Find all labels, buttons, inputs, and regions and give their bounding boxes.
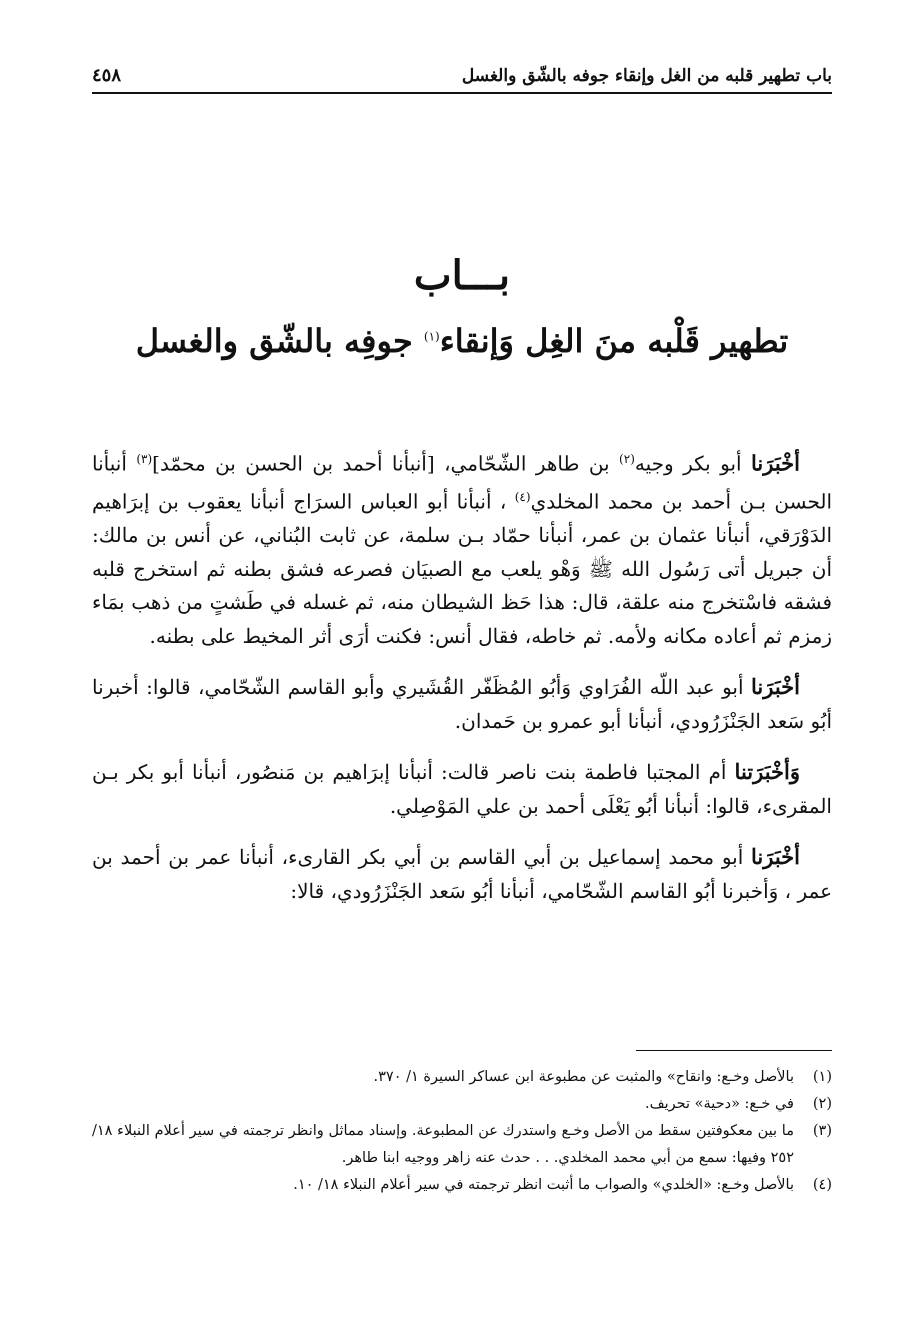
paragraph-lead: وَأخْبَرَتنا (734, 759, 801, 785)
paragraph-text: أنبأنا الحسن بـن أحمد بن محمد المخلدي (92, 451, 833, 514)
paragraph-lead: أخْبَرَنا (751, 674, 800, 700)
footnote-ref: (٤) (514, 490, 531, 505)
paragraph-text: ، أنبأنا أبو العباس السرَاج أنبأنا يعقوب بن إبرَاهيم الدَوْرَقي، أنبأنا عثمان بن عمر، أنبأنا حمّاد بـن سلمة، عن ثابت البُناني، عن أنس بن مالك: أن جبريل أتى رَسُول الله ﷺ وَهْو يلعب مع الصبيَان فصرعه فشق بطنه ثم استخرج قلبه فشقه فاسْتخرج منه علقة، قال: هذا حَظ الشيطان منه، ثم غسله في طَشتٍ من ذهب بمَاء زمزم ثم أعاده مكانه ولأمه. ثم خاطه، فقال أنس: فكنت أرَى أثر المخيط على بطنه. (92, 489, 832, 648)
paragraph-lead: أخْبَرَنا (751, 844, 800, 870)
chapter-title-part1: تطهير قَلْبه منَ الغِل وَإنقاء (439, 322, 789, 360)
footnote (92, 1064, 832, 1091)
paragraph-2 (92, 670, 832, 738)
paragraph-text: أبو بكر وجيه (634, 451, 742, 476)
footnote-number: (٢) (812, 1096, 832, 1112)
chapter-title-part2: جوفِه بالشّق والغسل (135, 322, 413, 360)
paragraph-4 (92, 840, 832, 908)
paragraph-text: أبو عبد اللّه الفُرَاوي وَأبُو المُظَفّر القُشَيري وأبو القاسم الشّحّامي، قالوا: أخبرنا أبُو سَعد الجَنْزَرُودي، أنبأنا أبو عمرو بن حَمدان. (92, 675, 832, 733)
paragraph-text: بن طاهر الشّحّامي، [أنبأنا أحمد بن الحسن بن محمّد] (152, 451, 610, 476)
running-title: باب تطهير قلبه من الغل وإنقاء جوفه بالشّق والغسل (461, 66, 832, 86)
footnotes (92, 1064, 832, 1199)
footnote-text: ما بين معكوفتين سقط من الأصل وخـع واستدرك عن المطبوعة. وإسناد مماثل وانظر ترجمته في سير أعلام النبلاء ١٨/ ٢٥٢ وفيها: سمع من أبي محمد المخلدي. . . حدث عنه زاهر ووجيه ابنا طاهر. (92, 1123, 794, 1166)
footnote-text: بالأصل وخـع: وانقاح» والمثبت عن مطبوعة ابن عساكر السيرة ١/ ٣٧٠. (373, 1069, 794, 1085)
paragraph-text: أم المجتبا فاطمة بنت ناصر قالت: أنبأنا إبرَاهيم بن مَنصُور، أنبأنا أبو بكر بـن المقرىء، قالوا: أنبأنا أبُو يَعْلَى أحمد بن علي المَوْصِلي. (92, 760, 832, 818)
paragraph-lead: أخْبَرَنا (751, 450, 800, 476)
paragraph-3 (92, 755, 832, 823)
footnote (92, 1118, 832, 1172)
chapter-title (0, 322, 924, 360)
paragraph-1 (92, 443, 832, 653)
footnote-ref: (١) (423, 329, 440, 344)
footnote (92, 1172, 832, 1199)
footnote-text: بالأصل وخـع: «الخلدي» والصواب ما أثبت انظر ترجمته في سير أعلام النبلاء ١٨/ ١٠. (293, 1177, 794, 1193)
page-header (92, 60, 832, 94)
paragraph-text: أبو محمد إسماعيل بن أبي القاسم بن أبي بكر القارىء، أنبأنا عمر بن أحمد بن عمر ، وَأخبرنا أبُو القاسم الشّحّامي، أنبأنا أبُو سَعد الجَنْزَرُودي، قالا: (92, 845, 832, 903)
footnote-divider (636, 1050, 832, 1051)
footnote-ref: (٣) (136, 452, 153, 466)
main-text (92, 443, 832, 925)
chapter-heading: بـــاب (413, 252, 511, 299)
footnote-number: (٤) (812, 1177, 832, 1193)
page-number: ٤٥٨ (92, 65, 122, 86)
footnote-number: (٣) (812, 1123, 832, 1139)
footnote-number: (١) (812, 1069, 832, 1085)
footnote-ref: (٢) (619, 452, 635, 466)
footnote-text: في خـع: «دحية» تحريف. (644, 1096, 794, 1112)
footnote (92, 1091, 832, 1118)
